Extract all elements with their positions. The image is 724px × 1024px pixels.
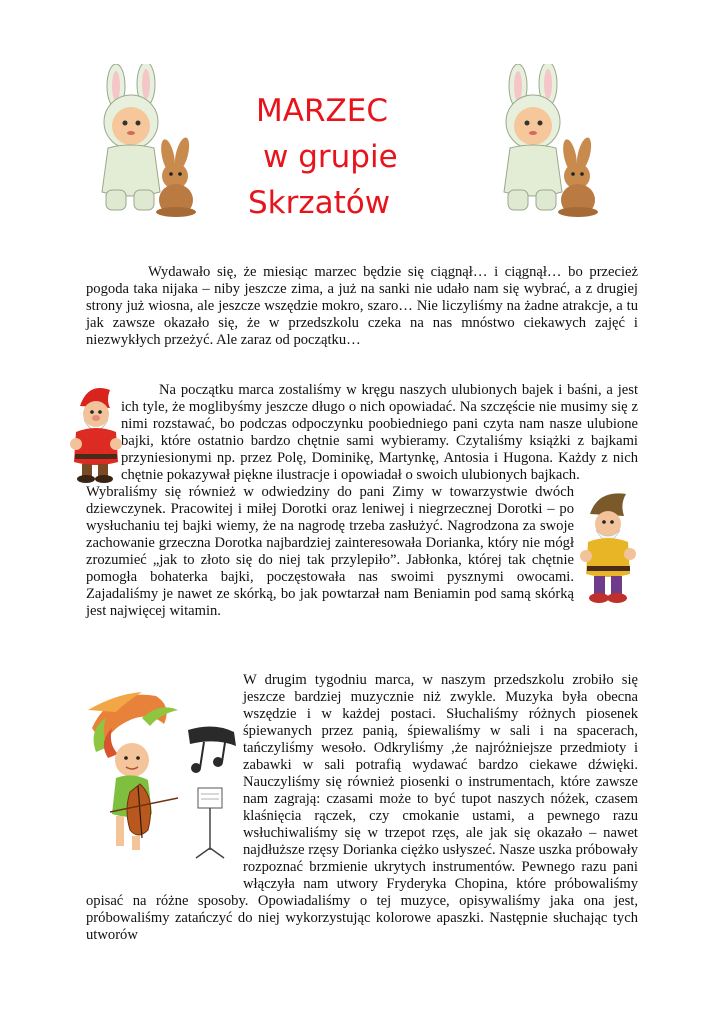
- paragraph-3-text: Wybraliśmy się również w odwiedziny do pani Zimy w towarzystwie dwóch dziewczynek. Pracowitej i miłej Dorotki oraz leniwej i niegrzecznej Dorotki – po wysłuchaniu tej bajki wiemy, że na nagrodę trzeba zasłużyć. Nagrodzona za swoje zachowanie grzeczna Dorotka najbardziej zainteresowała Dorianka, który nie mógł zrozumieć „jak to złoto się do niej tak przylepiło”. Jabłonka, której tak chętnie pomogła bohaterka bajki, poczęstowała nas swoimi pysznymi owocami. Zajadaliśmy je nawet ze skórką, bo jak powtarzał nam Beniamin pod samą skórką jest najwięcej witamin.: [86, 484, 574, 619]
- paragraph-4-text: W drugim tygodniu marca, w naszym przedszkolu zrobiło się jeszcze bardziej muzycznie niż zwykle. Muzyka była obecna wszędzie i w każdej postaci. Słuchaliśmy różnych piosenek śpiewanych przez panią, śpiewaliśmy w sali i na spacerach, tańczyliśmy wesoło. Odkryliśmy ,że najróżniejsze przedmioty i zabawki w sali potrafią wydawać bardzo ciekawe dźwięki. Nauczyliśmy się również piosenki o instrumentach, które zawsze nam zagrają: czasami może to być tupot naszych nóżek, czasem klaśnięcia rączek, czy cmokanie ustami, a pewnego razu wsłuchiwaliśmy się w trzepot rzęs, ale jak się okazało – nawet najdłuższe rzęsy Dorianka ciężko usłyszeć. Nasze uszka próbowały rozpoznać brzmienie ukrytych instrumentów. Pewnego razu pani włączyła nam utwory Fryderyka Chopina, które próbowaliśmy opisać na różne sposoby. Opowiadaliśmy o tej muzyce, opisywaliśmy jaka ona jest, próbowaliśmy zatańczyć do niej wykorzystując kolorowe apaszki. Następnie słuchając tych utworów: [86, 672, 638, 943]
- paragraph-1-text: Wydawało się, że miesiąc marzec będzie się ciągnął… i ciągnął… bo przecież pogoda taka nijaka – niby jeszcze zima, a już na sanki nie udało nam się wybrać, a z drugiej strony już wiosna, ale jeszcze wszędzie mokro, szaro… Nie liczyliśmy na żadne atrakcje, a tu jak zawsze okazało się, że w przedszkolu czeka na nas mnóstwo ciekawych zajęć i niezwykłych przeżyć. Ale zaraz od początku…: [86, 264, 638, 348]
- dwarf-icon: [66, 384, 124, 484]
- paragraph-intro: [86, 264, 638, 349]
- paragraph-fairy-tales: [121, 382, 638, 484]
- paragraph-music-week: [86, 672, 638, 944]
- paragraph-2-text: Na początku marca zostaliśmy w kręgu naszych ulubionych bajek i baśni, a jest ich tyle, że moglibyśmy jeszcze długo o nich opowiadać. Na szczęście nie musimy się z nimi rozstawać, bo podczas odpoczynku poobiedniego pani czyta nam nasze ulubione bajki, które ostatnio bardzo chętnie sami wybieramy. Czytaliśmy książki z bajkami przyniesionymi np. przez Polę, Dominikę, Martynkę, Antosia i Hugona. Każdy z nich chętnie pokazywał piękne ilustracje i opowiadał o swoich ulubionych bajkach.: [121, 382, 638, 483]
- bunny-costume-baby-icon: [88, 64, 200, 220]
- dwarf-icon: [580, 490, 636, 612]
- page-title: [230, 88, 430, 226]
- image-wrap-spacer: [86, 689, 243, 893]
- title-line-3: Skrzatów: [248, 185, 391, 221]
- paragraph-winter-visit: [86, 484, 574, 620]
- title-line-2: w grupie: [263, 139, 398, 175]
- bunny-costume-baby-icon: [490, 64, 602, 220]
- title-line-1: MARZEC: [256, 93, 388, 129]
